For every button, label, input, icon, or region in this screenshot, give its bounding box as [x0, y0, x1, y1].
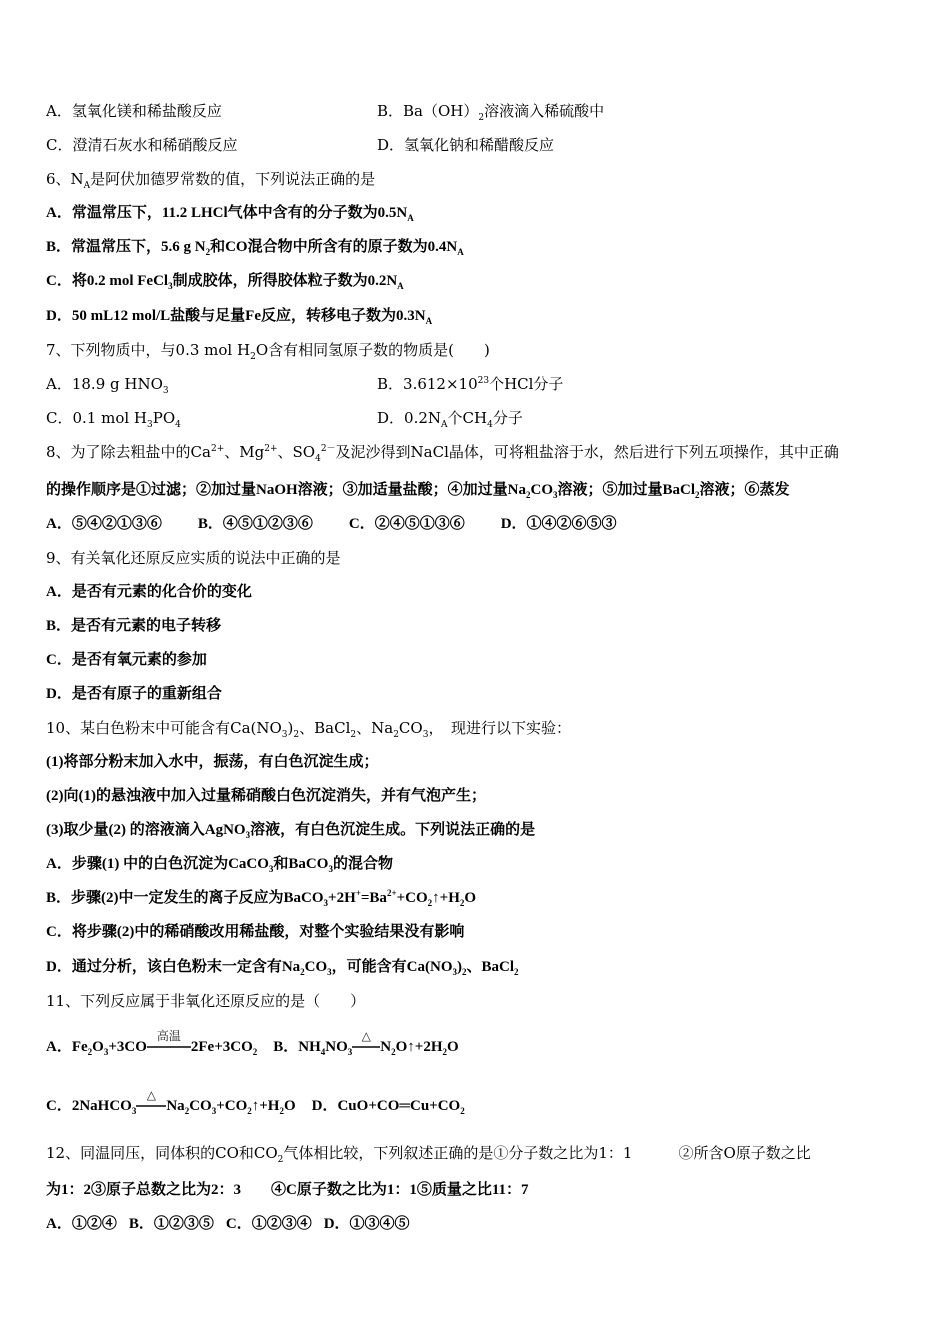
reaction-arrow: △ [136, 1097, 166, 1117]
q11-options-ab [46, 1028, 459, 1058]
q8-stem-line1: 8、为了除去粗盐中的$Ca^{2+}$、$Mg^{2+}$、$SO_4^{2-}$及泥沙得到NaCl晶体，可将粗盐溶于水，然后进行下列五项操作，其中正确 [46, 443, 839, 464]
reaction-arrow: 高温 [147, 1038, 191, 1058]
q7-stem: 7、下列物质中，与0.3 mol $H_2O$含有相同氢原子数的物质是( ) [46, 341, 490, 362]
q5-options-ab [46, 101, 605, 123]
q10-option-d[interactable]: D．通过分析，该白色粉末一定含有$Na_2CO_3$，可能含有$Ca(NO_3)_2$、BaCl$_2$ [46, 959, 519, 977]
q6-option-b[interactable]: B．常温常压下，5.6 g $N_2$和CO混合物中所含有的原子数为$0.4N_A$ [46, 239, 464, 257]
q5-option-c[interactable]: C．澄清石灰水和稀硝酸反应 [46, 136, 238, 154]
q11-option-a[interactable]: A．$Fe_2O_3+3CO$ 高温 $2Fe+3CO_2$ [46, 1028, 258, 1057]
q8-option-d[interactable]: D．①④②⑥⑤③ [500, 516, 617, 532]
q9-option-d[interactable]: D．是否有原子的重新组合 [46, 686, 222, 702]
q9-stem: 9、有关氧化还原反应实质的说法中正确的是 [46, 549, 341, 567]
q7-option-c[interactable]: C．0.1 mol $H_3PO_4$ [46, 409, 181, 430]
q12-option-b[interactable]: B．①②③⑤ [128, 1216, 214, 1232]
q12-stem-line2: 为1：2③原子总数之比为2：3 ④C原子数之比为1：1⑤质量之比11：7 [46, 1182, 529, 1198]
q5-options-cd [46, 135, 555, 155]
reaction-arrow: △ [352, 1038, 380, 1058]
q8-option-b[interactable]: B．④⑤①②③⑥ [197, 516, 313, 532]
q12-option-a[interactable]: A．①②④ [46, 1216, 117, 1232]
q10-option-b[interactable]: B．步骤(2)中一定发生的离子反应为$BaCO_3+2H^+=Ba^{2+}+CO_2↑+H_2O$ [46, 888, 477, 908]
q6-option-d[interactable]: D．50 mL12 mol/L盐酸与足量Fe反应，转移电子数为$0.3N_A$ [46, 308, 433, 326]
q5-option-d[interactable]: D．氢氧化钠和稀醋酸反应 [377, 136, 555, 154]
q10-step-2: (2)向(1)的悬浊液中加入过量稀硝酸白色沉淀消失，并有气泡产生； [46, 788, 486, 804]
q12-options [46, 1214, 410, 1234]
q12-option-d[interactable]: D．①③④⑤ [323, 1216, 410, 1232]
q9-option-b[interactable]: B．是否有元素的电子转移 [46, 618, 222, 634]
q8-option-a[interactable]: A．⑤④②①③⑥ [46, 516, 162, 532]
q7-options-cd [46, 408, 523, 430]
q7-options-ab [46, 374, 564, 396]
q12-option-c[interactable]: C．①②③④ [225, 1216, 312, 1232]
q12-stem-line1: 12、同温同压，同体积的CO和$CO_2$气体相比较，下列叙述正确的是①分子数之比为1：1 ②所含O原子数之比 [46, 1144, 811, 1165]
q5-option-b[interactable]: B．$Ba(OH)_2$溶液滴入稀硫酸中 [377, 102, 605, 123]
q11-option-b[interactable]: B．$NH_4NO_3$ △ $N_2O↑+2H_2O$ [273, 1028, 459, 1057]
q9-option-c[interactable]: C．是否有氧元素的参加 [46, 652, 207, 668]
q9-option-a[interactable]: A．是否有元素的化合价的变化 [46, 584, 252, 600]
q11-stem: 11、下列反应属于非氧化还原反应的是（ ） [46, 992, 366, 1010]
q6-stem: 6、$N_A$是阿伏加德罗常数的值，下列说法正确的是 [46, 170, 376, 191]
q8-option-c[interactable]: C．②④⑤①③⑥ [348, 516, 465, 532]
q11-options-cd [46, 1087, 465, 1117]
q10-step-1: (1)将部分粉末加入水中，振荡，有白色沉淀生成； [46, 754, 379, 770]
q10-stem: 10、某白色粉末中可能含有$Ca(NO_3)_2$、BaCl$_2$、$Na_2CO_3$， 现进行以下实验： [46, 719, 571, 740]
q5-option-a[interactable]: A．氢氧化镁和稀盐酸反应 [46, 102, 222, 120]
q7-option-d[interactable]: D．$0.2N_A$个$CH_4$分子 [377, 409, 523, 430]
q8-options [46, 514, 617, 534]
q6-option-c[interactable]: C．将0.2 mol FeCl$_3$制成胶体，所得胶体粒子数为$0.2N_A$ [46, 273, 404, 291]
q7-option-a[interactable]: A．18.9 g $HNO_3$ [46, 375, 169, 396]
q11-option-c[interactable]: C．2NaHCO$_3$ △ $Na_2CO_3+CO_2↑+H_2O$ [46, 1087, 296, 1116]
q11-option-d[interactable]: D．$CuO+CO═Cu+CO_2$ [311, 1098, 465, 1116]
q10-option-a[interactable]: A．步骤(1) 中的白色沉淀为CaCO$_3$和BaCO$_3$的混合物 [46, 856, 393, 874]
q7-option-b[interactable]: B．$3.612\times 10^{23}$个HCl分子 [377, 375, 564, 393]
q10-step-3: (3)取少量(2) 的溶液滴入AgNO$_3$溶液，有白色沉淀生成。下列说法正确的是 [46, 822, 536, 840]
q10-option-c[interactable]: C．将步骤(2)中的稀硝酸改用稀盐酸，对整个实验结果没有影响 [46, 924, 465, 940]
q8-stem-line2: 的操作顺序是①过滤；②加过量NaOH溶液；③加适量盐酸；④加过量$Na_2CO_3$溶液；⑤加过量BaCl$_2$溶液；⑥蒸发 [46, 482, 790, 500]
q6-option-a[interactable]: A．常温常压下，11.2 LHCl气体中含有的分子数为$0.5N_A$ [46, 205, 414, 223]
